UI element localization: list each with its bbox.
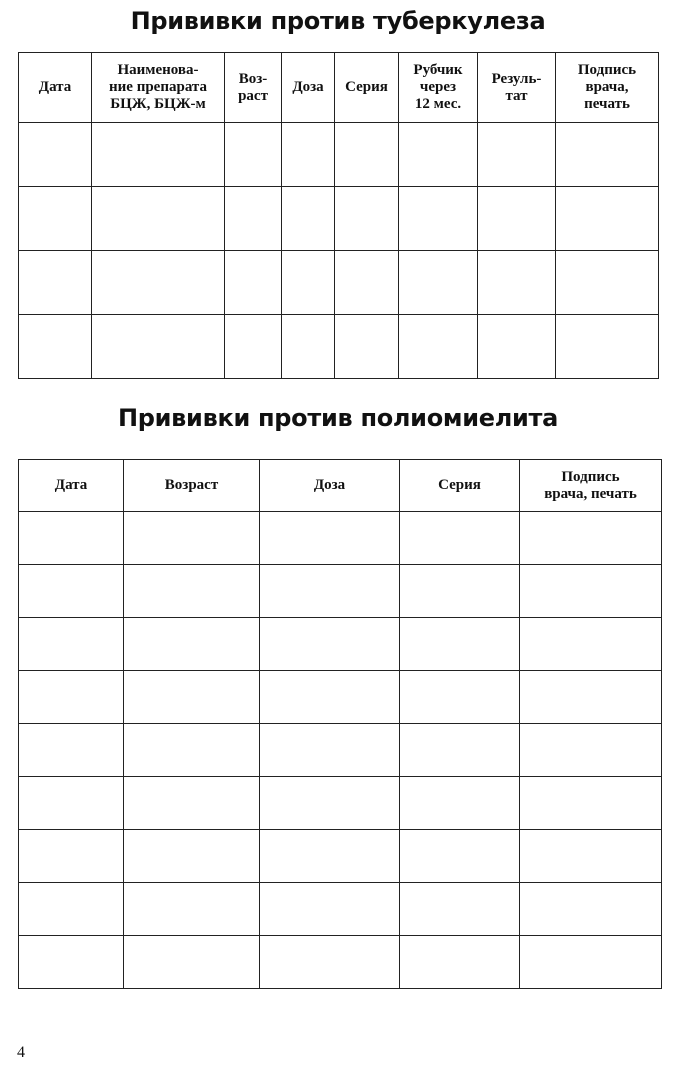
table-cell[interactable] <box>124 724 260 777</box>
tuberculosis-section-title: Прививки против туберкулеза <box>130 7 546 35</box>
table-cell[interactable] <box>282 187 335 251</box>
table-cell[interactable] <box>225 123 282 187</box>
column-header-series: Серия <box>400 460 520 512</box>
table-cell[interactable] <box>19 565 124 618</box>
table-header-row <box>19 53 659 123</box>
table-row <box>19 251 659 315</box>
table-cell[interactable] <box>124 830 260 883</box>
column-header-date: Дата <box>19 460 124 512</box>
table-cell[interactable] <box>399 123 478 187</box>
table-row <box>19 565 662 618</box>
table-cell[interactable] <box>520 671 662 724</box>
table-row <box>19 187 659 251</box>
table-cell[interactable] <box>520 724 662 777</box>
table-cell[interactable] <box>124 565 260 618</box>
table-cell[interactable] <box>399 187 478 251</box>
table-cell[interactable] <box>260 883 400 936</box>
table-row <box>19 830 662 883</box>
table-cell[interactable] <box>19 123 92 187</box>
table-cell[interactable] <box>92 315 225 379</box>
column-header-preparation: Наименова- ние препарата БЦЖ, БЦЖ-м <box>92 53 225 123</box>
table-cell[interactable] <box>520 618 662 671</box>
column-header-age: Возраст <box>124 460 260 512</box>
table-cell[interactable] <box>400 724 520 777</box>
table-cell[interactable] <box>520 777 662 830</box>
table-cell[interactable] <box>19 251 92 315</box>
table-header-row <box>19 460 662 512</box>
table-cell[interactable] <box>399 315 478 379</box>
table-cell[interactable] <box>400 618 520 671</box>
table-cell[interactable] <box>260 671 400 724</box>
table-cell[interactable] <box>520 830 662 883</box>
table-cell[interactable] <box>556 251 659 315</box>
table-cell[interactable] <box>19 618 124 671</box>
table-cell[interactable] <box>19 830 124 883</box>
table-row <box>19 618 662 671</box>
table-cell[interactable] <box>260 936 400 989</box>
table-row <box>19 123 659 187</box>
table-row <box>19 315 659 379</box>
polio-section-title: Прививки против полиомиелита <box>117 404 559 432</box>
table-cell[interactable] <box>19 315 92 379</box>
table-cell[interactable] <box>225 187 282 251</box>
table-cell[interactable] <box>124 936 260 989</box>
table-cell[interactable] <box>335 251 399 315</box>
table-cell[interactable] <box>19 724 124 777</box>
table-cell[interactable] <box>225 315 282 379</box>
table-cell[interactable] <box>400 883 520 936</box>
table-cell[interactable] <box>399 251 478 315</box>
table-cell[interactable] <box>19 777 124 830</box>
table-cell[interactable] <box>478 187 556 251</box>
table-cell[interactable] <box>124 618 260 671</box>
table-cell[interactable] <box>335 123 399 187</box>
table-cell[interactable] <box>19 883 124 936</box>
table-cell[interactable] <box>92 187 225 251</box>
table-cell[interactable] <box>19 936 124 989</box>
table-row <box>19 671 662 724</box>
table-cell[interactable] <box>282 123 335 187</box>
column-header-date: Дата <box>19 53 92 123</box>
table-cell[interactable] <box>520 936 662 989</box>
table-cell[interactable] <box>478 123 556 187</box>
table-cell[interactable] <box>260 618 400 671</box>
table-cell[interactable] <box>282 315 335 379</box>
table-cell[interactable] <box>520 512 662 565</box>
table-cell[interactable] <box>400 830 520 883</box>
page-number: 4 <box>17 1044 25 1061</box>
table-cell[interactable] <box>400 512 520 565</box>
column-header-signature: Подпись врача, печать <box>556 53 659 123</box>
table-cell[interactable] <box>124 671 260 724</box>
table-cell[interactable] <box>478 251 556 315</box>
column-header-age: Воз- раст <box>225 53 282 123</box>
column-header-dose: Доза <box>282 53 335 123</box>
table-cell[interactable] <box>556 123 659 187</box>
table-cell[interactable] <box>400 565 520 618</box>
table-cell[interactable] <box>225 251 282 315</box>
column-header-result: Резуль- тат <box>478 53 556 123</box>
table-cell[interactable] <box>260 777 400 830</box>
table-cell[interactable] <box>400 671 520 724</box>
table-cell[interactable] <box>282 251 335 315</box>
table-cell[interactable] <box>260 830 400 883</box>
tuberculosis-vaccination-table <box>18 52 659 379</box>
table-cell[interactable] <box>556 315 659 379</box>
table-cell[interactable] <box>335 187 399 251</box>
table-cell[interactable] <box>19 671 124 724</box>
table-cell[interactable] <box>478 315 556 379</box>
table-cell[interactable] <box>260 512 400 565</box>
table-row <box>19 936 662 989</box>
table-cell[interactable] <box>19 187 92 251</box>
column-header-signature: Подпись врача, печать <box>520 460 662 512</box>
table-cell[interactable] <box>556 187 659 251</box>
table-row <box>19 883 662 936</box>
table-row <box>19 777 662 830</box>
table-row <box>19 724 662 777</box>
table-cell[interactable] <box>335 315 399 379</box>
column-header-scar: Рубчик через 12 мес. <box>399 53 478 123</box>
table-cell[interactable] <box>92 123 225 187</box>
column-header-series: Серия <box>335 53 399 123</box>
polio-vaccination-table <box>18 459 662 989</box>
table-cell[interactable] <box>19 512 124 565</box>
table-cell[interactable] <box>92 251 225 315</box>
table-cell[interactable] <box>124 777 260 830</box>
table-cell[interactable] <box>124 512 260 565</box>
table-cell[interactable] <box>260 724 400 777</box>
table-cell[interactable] <box>400 777 520 830</box>
table-cell[interactable] <box>124 883 260 936</box>
table-cell[interactable] <box>520 565 662 618</box>
column-header-dose: Доза <box>260 460 400 512</box>
table-cell[interactable] <box>520 883 662 936</box>
table-row <box>19 512 662 565</box>
table-cell[interactable] <box>400 936 520 989</box>
table-cell[interactable] <box>260 565 400 618</box>
